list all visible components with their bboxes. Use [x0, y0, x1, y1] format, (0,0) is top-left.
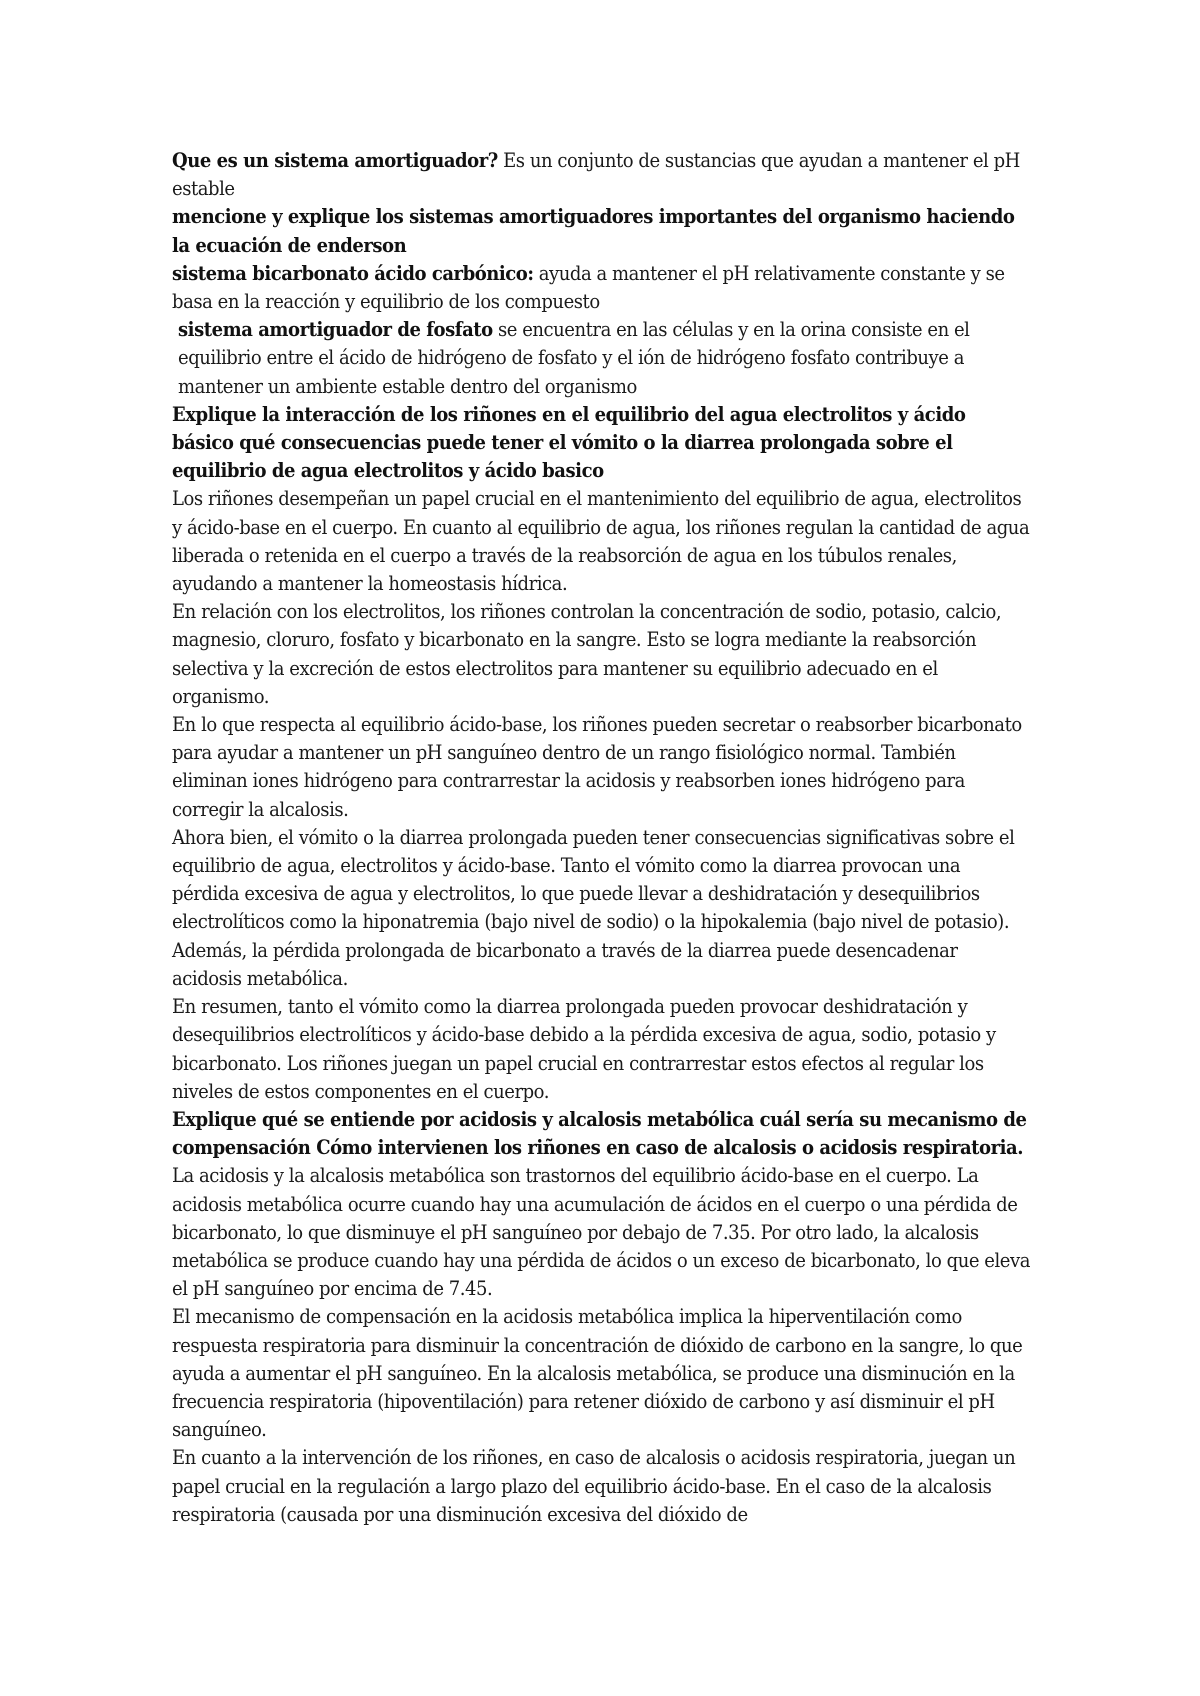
paragraph: En relación con los electrolitos, los riñones controlan la concentración de sodio, potasio, calcio, magnesio, cloruro, fosfato y bicarbonato en la sangre. Esto se logra mediante la reabsorción selectiva y la excreción de estos electrolitos para mantener su equilibrio adecuado en el organismo. — [172, 599, 1002, 708]
document-page — [172, 146, 1032, 1528]
question-3-heading: Explique la interacción de los riñones en el equilibrio del agua electrolitos y ácido básico qué consecuencias puede tener el vómito o la diarrea prolongada sobre el equilibrio de agua electrolitos y ácido basico — [172, 401, 966, 483]
paragraph: En resumen, tanto el vómito como la diarrea prolongada pueden provocar deshidratación y desequilibrios electrolíticos y ácido-base debido a la pérdida excesiva de agua, sodio, potasio y bicarbonato. Los riñones juegan un papel crucial en contrarrestar estos efectos al regular los niveles de estos componentes en el cuerpo. — [172, 994, 996, 1103]
phosphate-system — [172, 315, 1032, 400]
question-4-heading: Explique qué se entiende por acidosis y alcalosis metabólica cuál sería su mecanismo de compensación Cómo intervienen los riñones en caso de alcalosis o acidosis respiratoria. — [172, 1106, 1027, 1160]
bicarbonate-term: sistema bicarbonato ácido carbónico: — [172, 260, 534, 285]
paragraph: El mecanismo de compensación en la acidosis metabólica implica la hiperventilación como respuesta respiratoria para disminuir la concentración de dióxido de carbono en la sangre, lo que ayuda a aumentar el pH sanguíneo. En la alcalosis metabólica, se produce una disminución en la frecuencia respiratoria (hipoventilación) para retener dióxido de carbono y así disminuir el pH sanguíneo. — [172, 1304, 1023, 1442]
paragraph: Los riñones desempeñan un papel crucial en el mantenimiento del equilibrio de agua, electrolitos y ácido-base en el cuerpo. En cuanto al equilibrio de agua, los riñones regulan la cantidad de agua liberada o retenida en el cuerpo a través de la reabsorción de agua en los túbulos renales, ayudando a mantener la homeostasis hídrica. — [172, 486, 1030, 596]
phosphate-term: sistema amortiguador de fosfato — [178, 317, 493, 342]
bicarbonate-text: ayuda a mantener el pH relativamente constante y se basa en la reacción y equilibrio de los compuesto — [172, 260, 1005, 314]
question-1 — [172, 146, 1032, 202]
paragraph: La acidosis y la alcalosis metabólica son trastornos del equilibrio ácido-base en el cuerpo. La acidosis metabólica ocurre cuando hay una acumulación de ácidos en el cuerpo o una pérdida de bicarbonato, lo que disminuye el pH sanguíneo por debajo de 7.35. Por otro lado, la alcalosis metabólica se produce cuando hay una pérdida de ácidos o un exceso de bicarbonato, lo que eleva el pH sanguíneo por encima de 7.45. — [172, 1163, 1030, 1301]
paragraph: En cuanto a la intervención de los riñones, en caso de alcalosis o acidosis respiratoria, juegan un papel crucial en la regulación a largo plazo del equilibrio ácido-base. En el caso de la alcalosis respiratoria (causada por una disminución excesiva del dióxido de — [172, 1445, 1016, 1526]
question-1-answer: Es un conjunto de sustancias que ayudan a mantener el pH estable — [172, 148, 1020, 201]
paragraph: Ahora bien, el vómito o la diarrea prolongada pueden tener consecuencias significativas sobre el equilibrio de agua, electrolitos y ácido-base. Tanto el vómito como la diarrea provocan una pérdida excesiva de agua y electrolitos, lo que puede llevar a deshidratación y desequilibrios electrolíticos como la hiponatremia (bajo nivel de sodio) o la hipokalemia (bajo nivel de potasio). Además, la pérdida prolongada de bicarbonato a través de la diarrea puede desencadenar acidosis metabólica. — [172, 824, 1015, 990]
paragraph: En lo que respecta al equilibrio ácido-base, los riñones pueden secretar o reabsorber bicarbonato para ayudar a mantener un pH sanguíneo dentro de un rango fisiológico normal. También eliminan iones hidrógeno para contrarrestar la acidosis y reabsorben iones hidrógeno para corregir la alcalosis. — [172, 712, 1022, 821]
question-2-heading: mencione y explique los sistemas amortiguadores importantes del organismo haciendo la ecuación de enderson — [172, 204, 1015, 257]
bicarbonate-system — [172, 259, 1032, 315]
phosphate-text: se encuentra en las células y en la orina consiste en el equilibrio entre el ácido de hidrógeno de fosfato y el ión de hidrógeno fosfato contribuye a mantener un ambiente estable dentro del organismo — [178, 317, 970, 398]
question-1-heading: Que es un sistema amortiguador? — [172, 148, 498, 172]
